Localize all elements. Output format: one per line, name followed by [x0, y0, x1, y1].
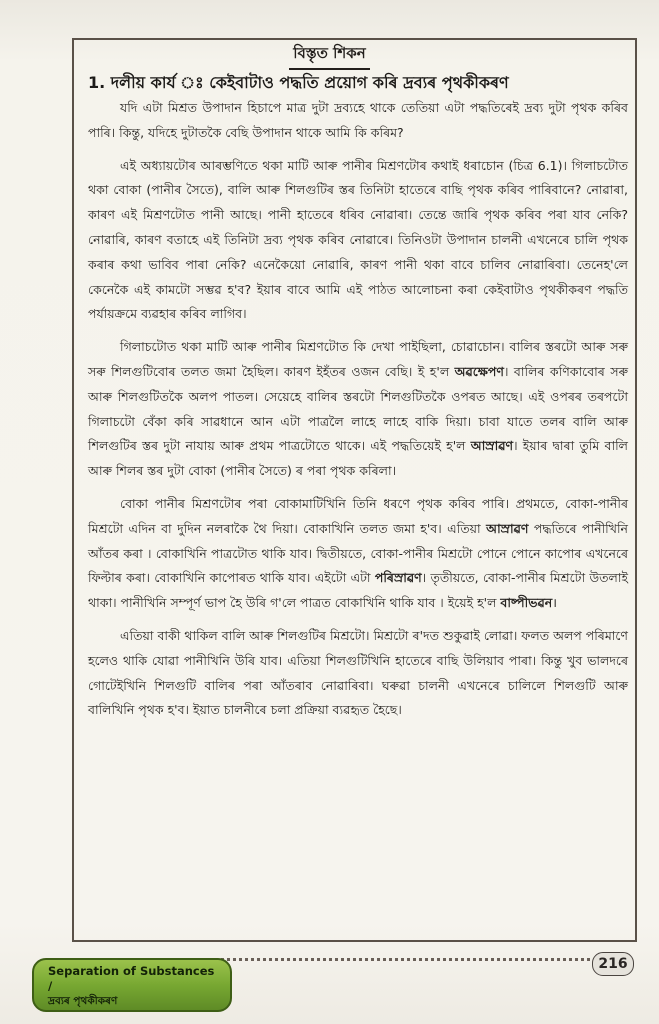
paragraph [88, 335, 628, 484]
activity-heading: 1. দলীয় কাৰ্য ঃ কেইবাটাও পদ্ধতি প্ৰয়োগ কৰি দ্ৰব্যৰ পৃথকীকৰণ [88, 73, 509, 92]
paragraph-text: গিলাচটোত থকা মাটি আৰু পানীৰ মিশ্ৰণটোত কি দেখা পাইছিলা, চোৱাচোন। বালিৰ স্তৰটো আৰু সৰু সৰু শিলগুটিবোৰ তলত জমা হৈছিল। কাৰণ ইহঁতৰ ওজন বেছি। ই হ'ল [88, 339, 628, 379]
paragraph [88, 96, 628, 146]
key-term: আস্ৰাৱণ [486, 520, 529, 536]
paragraph-text: বোকা পানীৰ মিশ্ৰণটোৰ পৰা বোকামাটিখিনি তিনি ধৰণে পৃথক কৰিব পাৰি। প্ৰথমতে, বোকা-পানীৰ মিশ্ৰটো এদিন বা দুদিন নলৰাকৈ থৈ দিয়া। বোকাখিনি তলত জমা হ'ব। এতিয়া [88, 495, 628, 536]
chapter-title-assamese: দ্ৰব্যৰ পৃথকীকৰণ [48, 995, 118, 1007]
paragraph [88, 624, 628, 723]
paragraph-text: এতিয়া বাকী থাকিল বালি আৰু শিলগুটিৰ মিশ্ৰটো। মিশ্ৰটো ৰ'দত শুকুৱাই লোৱা। ফলত অলপ পৰিমাণে হলেও থাকি যোৱা পানীখিনি উৰি যাব। এতিয়া শিলগুটিখিনি হাতেৰে বাছি উলিয়াব পাৰা। কিন্তু খুব ভালদৰে গোটেইখিনি শিলগুটি বালিৰ পৰা আঁতৰাব নোৱাৰিবা। ঘৰুৱা চালনী এখনেৰে চালিলে শিলগুটি আৰু বালিখিনি পৃথক হ'ব। ইয়াত চালনীৰে চলা প্ৰক্ৰিয়া ব্যৱহৃত হৈছে। [88, 627, 628, 718]
paragraph-text: এই অধ্যায়টোৰ আৰম্ভণিতে থকা মাটি আৰু পানীৰ মিশ্ৰণটোৰ কথাই ধৰাচোন (চিত্ৰ 6.1)। গিলাচটোত থকা বোকা (পানীৰ সৈতে), বালি আৰু শিলগুটিৰ স্তৰ তিনিটা হাতেৰে বাছি পৃথক কৰিব পাৰিবানে? নোৱাৰা, কাৰণ এই মিশ্ৰণটোত পানী আছে। পানী হাতেৰে ধৰিব নোৱাৰা। তেন্তে জাৰি পৃথক কৰিব পৰা যাব নেকি? নোৱাৰি, কাৰণ বতাহে এই তিনিটা দ্ৰব্য পৃথক কৰিব নোৱাৰে। তিনিওটা উপাদান চালনী এখনেৰে চালি পৃথক কৰাৰ কথা ভাবিব পাৰা নেকি? এনেকৈয়ো নোৱাৰি, কাৰণ পানী থকা বাবে চালিব নোৱাৰিবা। তেনেহ'লে কেনেকৈ এই কামটো সম্ভৱ হ'ব? ইয়াৰ বাবে আমি এই পাঠত আলোচনা কৰা কেইবাটাও পৃথকীকৰণ পদ্ধতি পৰ্যায়ক্ৰমে ব্যৱহাৰ কৰিব লাগিব। [88, 157, 628, 322]
chapter-tag [32, 958, 232, 1012]
paragraph [88, 492, 628, 616]
chapter-title-english: Separation of Substances / [48, 964, 215, 993]
key-term: আস্ৰাৱণ [470, 438, 514, 454]
paragraph-text: । তৃতীয়তে, বোকা-পানীৰ মিশ্ৰটো উতলাই থাকা। পানীখিনি সম্পূৰ্ণ ভাপ হৈ উৰি গ'লে পাত্ৰত বোকাখিনি থাকি যাব । ইয়েই হ'ল [88, 570, 628, 611]
key-term: বাষ্পীভৱন [500, 595, 553, 611]
section-title-wrap [0, 42, 659, 70]
paragraph [88, 154, 628, 328]
paragraph-text: যদি এটা মিশ্ৰত উপাদান হিচাপে মাত্ৰ দুটা দ্ৰব্যহে থাকে তেতিয়া এটা পদ্ধতিৰেই দ্ৰব্য দুটা পৃথক কৰিব পাৰি। কিন্তু, যদিহে দুটাতকৈ বেছি উপাদান থাকে আমি কি কৰিম? [88, 100, 628, 140]
paragraph-text: । ইয়াৰ দ্বাৰা তুমি বালি আৰু শিলৰ স্তৰ দুটা বোকা (পানীৰ সৈতে) ৰ পৰা পৃথক কৰিলা। [88, 438, 629, 479]
paragraph-text: পদ্ধতিৰে পানীখিনি আঁতৰ কৰা । বোকাখিনি পাত্ৰটোত থাকি যাব। দ্বিতীয়তে, বোকা-পানীৰ মিশ্ৰটো পোনে পোনে কাপোৰ এখনেৰে ফিল্টাৰ কৰা। বোকাখিনি কাপোৰত থাকি যাব। এইটো এটা [88, 520, 628, 586]
page-number: 216 [592, 952, 634, 976]
paragraph-text: । [552, 595, 557, 611]
key-term: পৰিস্ৰাৱণ [374, 570, 422, 586]
key-term: অৱক্ষেপণ [454, 363, 504, 379]
section-title: বিস্তৃত শিকন [289, 42, 370, 70]
body-text [88, 96, 628, 731]
paragraph-text: । বালিৰ কণিকাবোৰ সৰু আৰু শিলগুটিতকৈ অলপ পাতল। সেয়েহে বালিৰ স্তৰটো শিলগুটিতকৈ ওপৰত আছে। এই ওপৰৰ তৰপটো গিলাচটো বেঁকা কৰি সাৱধানে আন এটা পাত্ৰলৈ লাহে লাহে বাকি দিয়া। চাবা যাতে তলৰ বালি আৰু শিলগুটিৰ স্তৰ দুটা নাযায় আৰু প্ৰথম পাত্ৰটোতে থাকে। এই পদ্ধতিয়েই হ'ল [88, 363, 628, 454]
